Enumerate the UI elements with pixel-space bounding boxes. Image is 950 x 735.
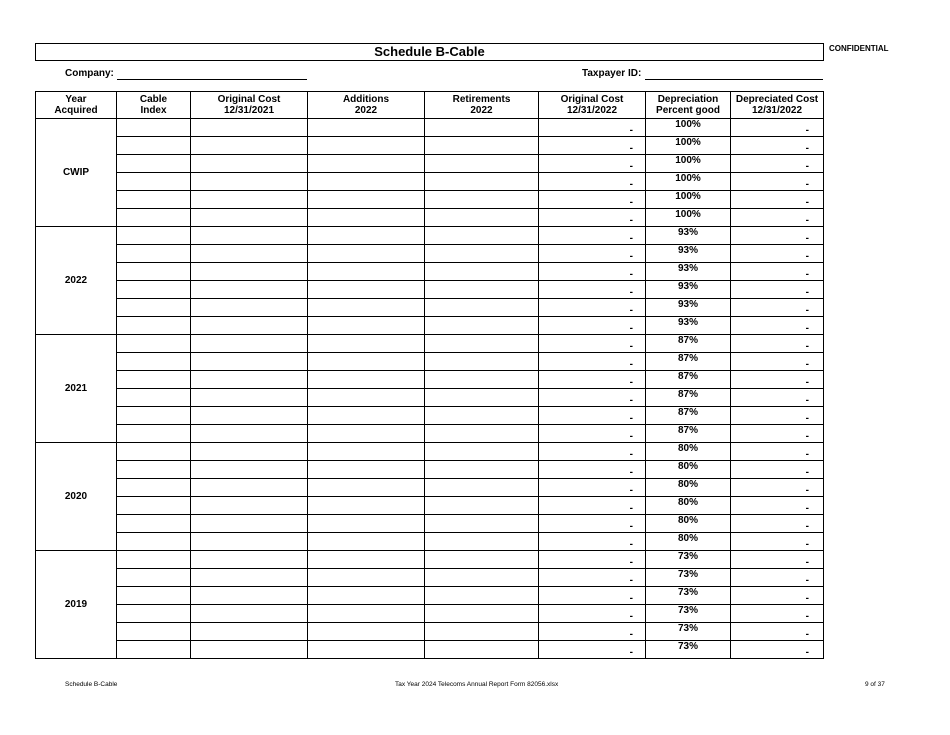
col-header-original-cost-2021: Original Cost 12/31/2021 xyxy=(191,92,308,119)
table-row xyxy=(36,641,824,659)
percent-good-cell: 87% xyxy=(646,353,731,371)
depreciated-cost-cell: - xyxy=(731,443,824,461)
original-cost-2022-cell: - xyxy=(539,335,646,353)
depreciated-cost-cell: - xyxy=(731,299,824,317)
cable-index-cell[interactable] xyxy=(117,443,191,461)
table-row xyxy=(36,461,824,479)
additions-cell[interactable] xyxy=(308,281,425,299)
original-cost-2022-cell: - xyxy=(539,209,646,227)
company-label: Company: xyxy=(65,68,114,79)
year-acquired-cell: 2021 xyxy=(36,335,117,443)
cable-index-cell[interactable] xyxy=(117,479,191,497)
depreciated-cost-cell: - xyxy=(731,209,824,227)
percent-good-cell: 100% xyxy=(646,155,731,173)
retirements-cell[interactable] xyxy=(425,317,539,335)
percent-good-cell: 73% xyxy=(646,587,731,605)
table-row xyxy=(36,281,824,299)
table-row xyxy=(36,569,824,587)
retirements-cell[interactable] xyxy=(425,335,539,353)
depreciated-cost-cell: - xyxy=(731,353,824,371)
depreciated-cost-cell: - xyxy=(731,155,824,173)
retirements-cell[interactable] xyxy=(425,641,539,659)
percent-good-cell: 93% xyxy=(646,317,731,335)
cable-index-cell[interactable] xyxy=(117,191,191,209)
original-cost-2022-cell: - xyxy=(539,407,646,425)
original-cost-2022-cell: - xyxy=(539,371,646,389)
original-cost-2021-cell[interactable] xyxy=(191,173,308,191)
depreciated-cost-cell: - xyxy=(731,371,824,389)
original-cost-2021-cell[interactable] xyxy=(191,533,308,551)
original-cost-2021-cell[interactable] xyxy=(191,461,308,479)
table-row xyxy=(36,479,824,497)
retirements-cell[interactable] xyxy=(425,587,539,605)
additions-cell[interactable] xyxy=(308,407,425,425)
col-header-depreciated-cost: Depreciated Cost 12/31/2022 xyxy=(731,92,824,119)
percent-good-cell: 100% xyxy=(646,173,731,191)
cable-index-cell[interactable] xyxy=(117,587,191,605)
original-cost-2022-cell: - xyxy=(539,119,646,137)
table-row xyxy=(36,353,824,371)
additions-cell[interactable] xyxy=(308,569,425,587)
table-row xyxy=(36,263,824,281)
depreciated-cost-cell: - xyxy=(731,461,824,479)
cable-index-cell[interactable] xyxy=(117,425,191,443)
depreciated-cost-cell: - xyxy=(731,335,824,353)
table-row xyxy=(36,245,824,263)
original-cost-2021-cell[interactable] xyxy=(191,299,308,317)
depreciated-cost-cell: - xyxy=(731,497,824,515)
table-row xyxy=(36,497,824,515)
depreciated-cost-cell: - xyxy=(731,533,824,551)
percent-good-cell: 80% xyxy=(646,443,731,461)
original-cost-2021-cell[interactable] xyxy=(191,227,308,245)
retirements-cell[interactable] xyxy=(425,155,539,173)
additions-cell[interactable] xyxy=(308,137,425,155)
original-cost-2022-cell: - xyxy=(539,479,646,497)
percent-good-cell: 73% xyxy=(646,641,731,659)
depreciated-cost-cell: - xyxy=(731,227,824,245)
table-row xyxy=(36,443,824,461)
percent-good-cell: 100% xyxy=(646,119,731,137)
depreciated-cost-cell: - xyxy=(731,191,824,209)
additions-cell[interactable] xyxy=(308,173,425,191)
depreciated-cost-cell: - xyxy=(731,407,824,425)
original-cost-2021-cell[interactable] xyxy=(191,209,308,227)
additions-cell[interactable] xyxy=(308,623,425,641)
retirements-cell[interactable] xyxy=(425,245,539,263)
original-cost-2022-cell: - xyxy=(539,317,646,335)
depreciated-cost-cell: - xyxy=(731,623,824,641)
depreciated-cost-cell: - xyxy=(731,569,824,587)
original-cost-2022-cell: - xyxy=(539,389,646,407)
percent-good-cell: 87% xyxy=(646,389,731,407)
year-acquired-cell: CWIP xyxy=(36,119,117,227)
header-row xyxy=(36,92,824,119)
retirements-cell[interactable] xyxy=(425,353,539,371)
retirements-cell[interactable] xyxy=(425,371,539,389)
cable-index-cell[interactable] xyxy=(117,353,191,371)
depreciated-cost-cell: - xyxy=(731,425,824,443)
percent-good-cell: 80% xyxy=(646,515,731,533)
retirements-cell[interactable] xyxy=(425,623,539,641)
percent-good-cell: 100% xyxy=(646,191,731,209)
retirements-cell[interactable] xyxy=(425,425,539,443)
percent-good-cell: 87% xyxy=(646,371,731,389)
retirements-cell[interactable] xyxy=(425,533,539,551)
original-cost-2021-cell[interactable] xyxy=(191,155,308,173)
percent-good-cell: 93% xyxy=(646,299,731,317)
retirements-cell[interactable] xyxy=(425,191,539,209)
percent-good-cell: 73% xyxy=(646,569,731,587)
original-cost-2022-cell: - xyxy=(539,587,646,605)
percent-good-cell: 73% xyxy=(646,605,731,623)
cable-index-cell[interactable] xyxy=(117,227,191,245)
additions-cell[interactable] xyxy=(308,443,425,461)
original-cost-2022-cell: - xyxy=(539,623,646,641)
additions-cell[interactable] xyxy=(308,209,425,227)
additions-cell[interactable] xyxy=(308,479,425,497)
original-cost-2021-cell[interactable] xyxy=(191,479,308,497)
cable-index-cell[interactable] xyxy=(117,317,191,335)
original-cost-2022-cell: - xyxy=(539,425,646,443)
depreciated-cost-cell: - xyxy=(731,263,824,281)
original-cost-2021-cell[interactable] xyxy=(191,119,308,137)
percent-good-cell: 93% xyxy=(646,245,731,263)
original-cost-2021-cell[interactable] xyxy=(191,515,308,533)
percent-good-cell: 93% xyxy=(646,281,731,299)
table-row xyxy=(36,623,824,641)
cable-index-cell[interactable] xyxy=(117,335,191,353)
table-row xyxy=(36,227,824,245)
depreciated-cost-cell: - xyxy=(731,641,824,659)
original-cost-2022-cell: - xyxy=(539,245,646,263)
percent-good-cell: 87% xyxy=(646,335,731,353)
original-cost-2022-cell: - xyxy=(539,497,646,515)
additions-cell[interactable] xyxy=(308,371,425,389)
cable-index-cell[interactable] xyxy=(117,371,191,389)
original-cost-2022-cell: - xyxy=(539,353,646,371)
table-row xyxy=(36,119,824,137)
cable-index-cell[interactable] xyxy=(117,497,191,515)
original-cost-2021-cell[interactable] xyxy=(191,317,308,335)
depreciated-cost-cell: - xyxy=(731,245,824,263)
cable-index-cell[interactable] xyxy=(117,119,191,137)
cable-index-cell[interactable] xyxy=(117,263,191,281)
cable-index-cell[interactable] xyxy=(117,389,191,407)
footer-left: Schedule B-Cable xyxy=(65,681,118,688)
original-cost-2022-cell: - xyxy=(539,551,646,569)
cable-index-cell[interactable] xyxy=(117,551,191,569)
schedule-table xyxy=(35,91,824,659)
additions-cell[interactable] xyxy=(308,515,425,533)
percent-good-cell: 100% xyxy=(646,137,731,155)
additions-cell[interactable] xyxy=(308,245,425,263)
year-acquired-cell: 2020 xyxy=(36,443,117,551)
original-cost-2022-cell: - xyxy=(539,569,646,587)
percent-good-cell: 73% xyxy=(646,551,731,569)
original-cost-2021-cell[interactable] xyxy=(191,263,308,281)
cable-index-cell[interactable] xyxy=(117,209,191,227)
cable-index-cell[interactable] xyxy=(117,155,191,173)
depreciated-cost-cell: - xyxy=(731,515,824,533)
original-cost-2022-cell: - xyxy=(539,299,646,317)
original-cost-2021-cell[interactable] xyxy=(191,245,308,263)
year-acquired-cell: 2019 xyxy=(36,551,117,659)
footer-center: Tax Year 2024 Telecoms Annual Report Form 82056.xlsx xyxy=(395,681,559,688)
table-row xyxy=(36,335,824,353)
depreciated-cost-cell: - xyxy=(731,605,824,623)
depreciated-cost-cell: - xyxy=(731,317,824,335)
original-cost-2021-cell[interactable] xyxy=(191,191,308,209)
retirements-cell[interactable] xyxy=(425,173,539,191)
year-acquired-cell: 2022 xyxy=(36,227,117,335)
original-cost-2022-cell: - xyxy=(539,443,646,461)
depreciated-cost-cell: - xyxy=(731,551,824,569)
schedule-title: Schedule B-Cable xyxy=(35,43,824,61)
cable-index-cell[interactable] xyxy=(117,407,191,425)
table-row xyxy=(36,299,824,317)
additions-cell[interactable] xyxy=(308,461,425,479)
original-cost-2022-cell: - xyxy=(539,515,646,533)
original-cost-2021-cell[interactable] xyxy=(191,389,308,407)
table-row xyxy=(36,533,824,551)
depreciated-cost-cell: - xyxy=(731,137,824,155)
cable-index-cell[interactable] xyxy=(117,281,191,299)
original-cost-2022-cell: - xyxy=(539,263,646,281)
percent-good-cell: 80% xyxy=(646,533,731,551)
table-row xyxy=(36,173,824,191)
additions-cell[interactable] xyxy=(308,119,425,137)
percent-good-cell: 87% xyxy=(646,425,731,443)
table-row xyxy=(36,137,824,155)
col-header-depreciation: Depreciation Percent good xyxy=(646,92,731,119)
original-cost-2021-cell[interactable] xyxy=(191,281,308,299)
original-cost-2022-cell: - xyxy=(539,281,646,299)
cable-index-cell[interactable] xyxy=(117,533,191,551)
cable-index-cell[interactable] xyxy=(117,605,191,623)
original-cost-2022-cell: - xyxy=(539,533,646,551)
col-header-cable-index: Cable Index xyxy=(117,92,191,119)
additions-cell[interactable] xyxy=(308,263,425,281)
cable-index-cell[interactable] xyxy=(117,641,191,659)
depreciated-cost-cell: - xyxy=(731,587,824,605)
original-cost-2021-cell[interactable] xyxy=(191,497,308,515)
retirements-cell[interactable] xyxy=(425,119,539,137)
original-cost-2021-cell[interactable] xyxy=(191,605,308,623)
table-row xyxy=(36,191,824,209)
original-cost-2021-cell[interactable] xyxy=(191,623,308,641)
additions-cell[interactable] xyxy=(308,191,425,209)
additions-cell[interactable] xyxy=(308,551,425,569)
original-cost-2021-cell[interactable] xyxy=(191,371,308,389)
percent-good-cell: 87% xyxy=(646,407,731,425)
col-header-retirements: Retirements 2022 xyxy=(425,92,539,119)
percent-good-cell: 100% xyxy=(646,209,731,227)
depreciated-cost-cell: - xyxy=(731,173,824,191)
cable-index-cell[interactable] xyxy=(117,569,191,587)
percent-good-cell: 73% xyxy=(646,623,731,641)
original-cost-2021-cell[interactable] xyxy=(191,335,308,353)
col-header-original-cost-2022: Original Cost 12/31/2022 xyxy=(539,92,646,119)
original-cost-2021-cell[interactable] xyxy=(191,353,308,371)
original-cost-2021-cell[interactable] xyxy=(191,587,308,605)
additions-cell[interactable] xyxy=(308,299,425,317)
retirements-cell[interactable] xyxy=(425,515,539,533)
retirements-cell[interactable] xyxy=(425,479,539,497)
col-header-additions: Additions 2022 xyxy=(308,92,425,119)
additions-cell[interactable] xyxy=(308,587,425,605)
additions-cell[interactable] xyxy=(308,227,425,245)
additions-cell[interactable] xyxy=(308,425,425,443)
additions-cell[interactable] xyxy=(308,497,425,515)
original-cost-2021-cell[interactable] xyxy=(191,569,308,587)
retirements-cell[interactable] xyxy=(425,569,539,587)
original-cost-2022-cell: - xyxy=(539,137,646,155)
table-row xyxy=(36,389,824,407)
retirements-cell[interactable] xyxy=(425,461,539,479)
additions-cell[interactable] xyxy=(308,353,425,371)
table-row xyxy=(36,209,824,227)
cable-index-cell[interactable] xyxy=(117,173,191,191)
col-header-year: Year Acquired xyxy=(36,92,117,119)
original-cost-2021-cell[interactable] xyxy=(191,137,308,155)
cable-index-cell[interactable] xyxy=(117,137,191,155)
table-row xyxy=(36,551,824,569)
percent-good-cell: 80% xyxy=(646,479,731,497)
cable-index-cell[interactable] xyxy=(117,299,191,317)
original-cost-2021-cell[interactable] xyxy=(191,641,308,659)
retirements-cell[interactable] xyxy=(425,263,539,281)
retirements-cell[interactable] xyxy=(425,299,539,317)
table-row xyxy=(36,515,824,533)
table-row xyxy=(36,371,824,389)
cable-index-cell[interactable] xyxy=(117,461,191,479)
retirements-cell[interactable] xyxy=(425,407,539,425)
original-cost-2021-cell[interactable] xyxy=(191,407,308,425)
additions-cell[interactable] xyxy=(308,641,425,659)
taxpayer-id-field[interactable] xyxy=(645,79,823,80)
additions-cell[interactable] xyxy=(308,389,425,407)
retirements-cell[interactable] xyxy=(425,551,539,569)
original-cost-2022-cell: - xyxy=(539,191,646,209)
percent-good-cell: 93% xyxy=(646,263,731,281)
cable-index-cell[interactable] xyxy=(117,623,191,641)
additions-cell[interactable] xyxy=(308,533,425,551)
original-cost-2021-cell[interactable] xyxy=(191,551,308,569)
table-row xyxy=(36,317,824,335)
footer-page-number: 9 of 37 xyxy=(865,681,885,688)
additions-cell[interactable] xyxy=(308,605,425,623)
confidential-label: CONFIDENTIAL xyxy=(829,44,889,53)
table-row xyxy=(36,155,824,173)
retirements-cell[interactable] xyxy=(425,605,539,623)
retirements-cell[interactable] xyxy=(425,389,539,407)
retirements-cell[interactable] xyxy=(425,227,539,245)
percent-good-cell: 80% xyxy=(646,497,731,515)
percent-good-cell: 80% xyxy=(646,461,731,479)
original-cost-2022-cell: - xyxy=(539,173,646,191)
table-row xyxy=(36,407,824,425)
table-row xyxy=(36,425,824,443)
depreciated-cost-cell: - xyxy=(731,281,824,299)
table-row xyxy=(36,587,824,605)
retirements-cell[interactable] xyxy=(425,497,539,515)
taxpayer-id-label: Taxpayer ID: xyxy=(582,68,642,79)
retirements-cell[interactable] xyxy=(425,281,539,299)
original-cost-2021-cell[interactable] xyxy=(191,425,308,443)
original-cost-2022-cell: - xyxy=(539,605,646,623)
cable-index-cell[interactable] xyxy=(117,245,191,263)
depreciated-cost-cell: - xyxy=(731,389,824,407)
original-cost-2022-cell: - xyxy=(539,227,646,245)
retirements-cell[interactable] xyxy=(425,209,539,227)
retirements-cell[interactable] xyxy=(425,137,539,155)
percent-good-cell: 93% xyxy=(646,227,731,245)
retirements-cell[interactable] xyxy=(425,443,539,461)
company-field[interactable] xyxy=(117,79,307,80)
cable-index-cell[interactable] xyxy=(117,515,191,533)
additions-cell[interactable] xyxy=(308,155,425,173)
table-row xyxy=(36,605,824,623)
original-cost-2021-cell[interactable] xyxy=(191,443,308,461)
additions-cell[interactable] xyxy=(308,335,425,353)
additions-cell[interactable] xyxy=(308,317,425,335)
original-cost-2022-cell: - xyxy=(539,641,646,659)
original-cost-2022-cell: - xyxy=(539,461,646,479)
depreciated-cost-cell: - xyxy=(731,479,824,497)
original-cost-2022-cell: - xyxy=(539,155,646,173)
depreciated-cost-cell: - xyxy=(731,119,824,137)
